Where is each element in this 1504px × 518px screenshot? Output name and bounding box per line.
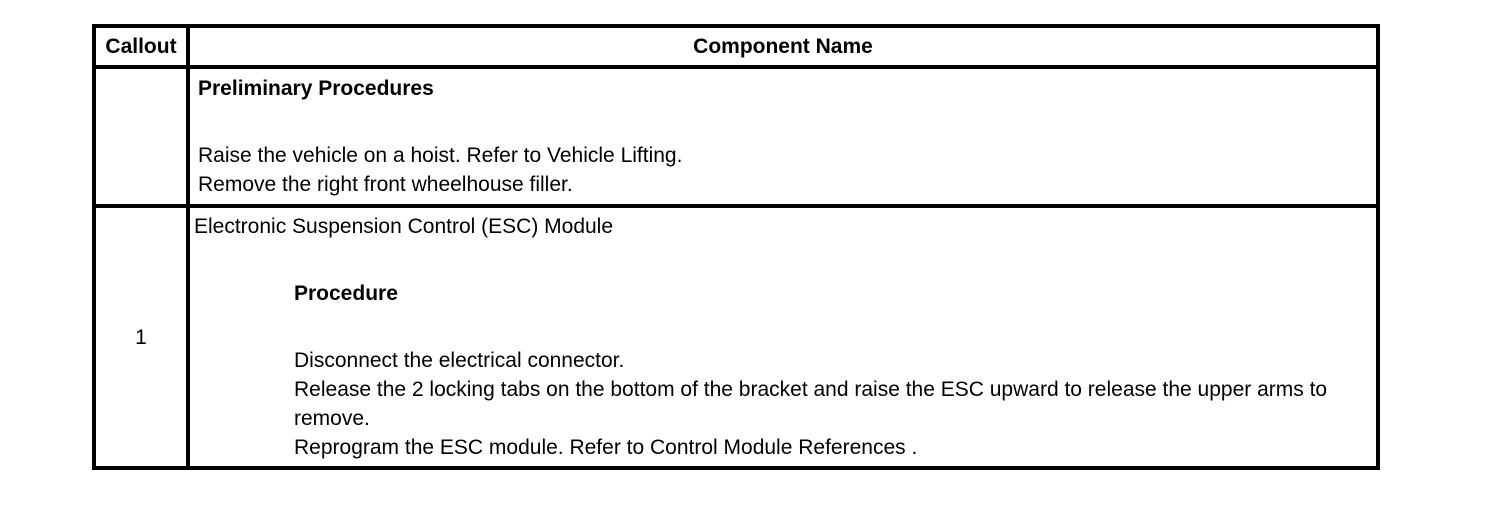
callout-number: 1 [94,206,188,468]
procedure-title: Procedure [294,282,398,305]
component-name: Electronic Suspension Control (ESC) Module [194,215,614,238]
preliminary-step: Remove the right front wheelhouse filler. [198,173,573,196]
procedure-step: Reprogram the ESC module. Refer to Control Module References . [294,436,918,459]
callout-header: Callout [94,26,188,67]
preliminary-title: Preliminary Procedures [198,77,434,100]
procedure-step: Disconnect the electrical connector. [294,349,625,372]
preliminary-step: Raise the vehicle on a hoist. Refer to Vehicle Lifting. [198,144,683,167]
component-cell [188,206,1378,468]
component-table [92,24,1380,470]
table-row [94,206,1378,468]
preliminary-row [94,67,1378,206]
table-header-row [94,26,1378,67]
component-name-header: Component Name [188,26,1378,67]
preliminary-callout-cell [94,67,188,206]
preliminary-cell [188,67,1378,206]
procedure-step: Release the 2 locking tabs on the bottom of the bracket and raise the ESC upward to release the upper arms to remove. [294,378,1328,430]
procedure-block [194,279,1366,462]
